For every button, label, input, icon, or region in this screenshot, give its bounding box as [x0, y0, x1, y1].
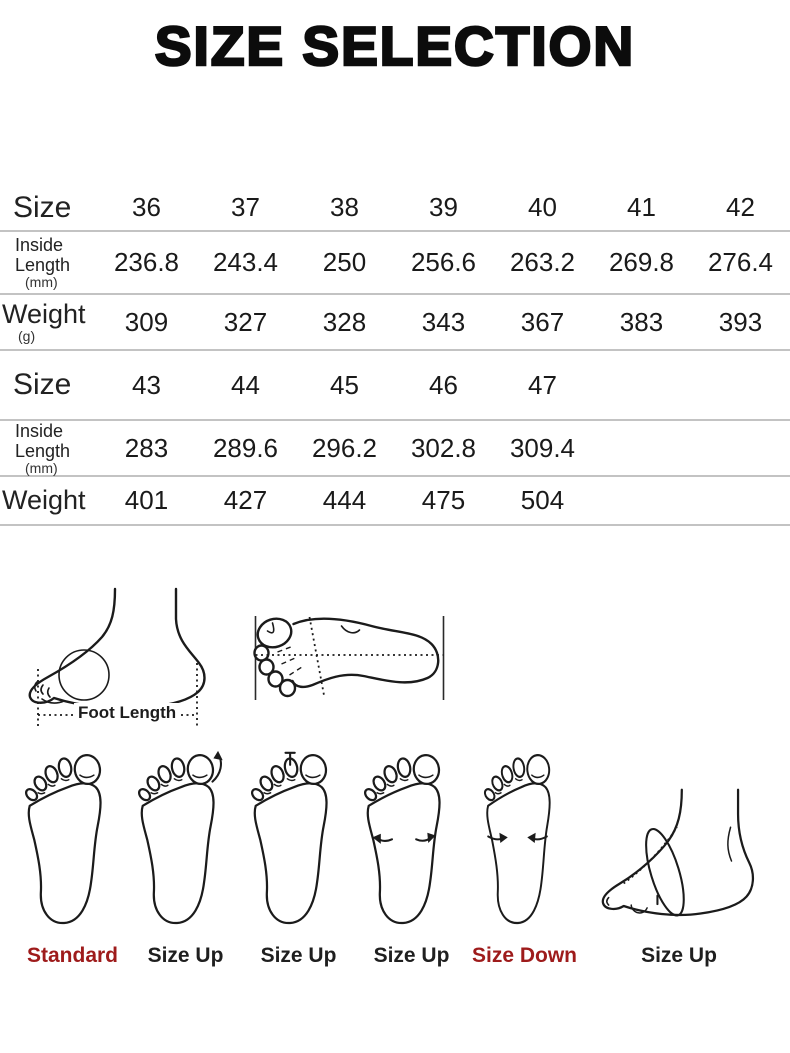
row-label-weight — [0, 486, 97, 514]
row-label-line: Length — [15, 441, 71, 462]
foot-length-label: Foot Length — [74, 703, 180, 723]
weight-value: 367 — [520, 306, 565, 337]
size-value: 39 — [429, 192, 458, 222]
weight-value: 309 — [124, 306, 169, 337]
weight-value: 401 — [124, 485, 169, 515]
weight-value: 475 — [421, 485, 466, 515]
row-unit: (g) — [18, 327, 36, 344]
row-label-size: Size — [13, 190, 72, 224]
footprint-long-second-toe-icon — [247, 750, 350, 936]
size-value: 47 — [528, 369, 557, 400]
row-label-weight — [0, 300, 97, 343]
fit-guide-item — [16, 746, 129, 968]
fit-guide-label: Size Up — [641, 944, 717, 967]
fit-guide-item — [242, 746, 355, 968]
row-label-line: Inside — [15, 234, 64, 255]
inside-length-value: 236.8 — [113, 247, 180, 277]
fit-guide-item — [581, 746, 777, 968]
size-value: 44 — [231, 369, 260, 400]
inside-length-value: 276.4 — [707, 247, 774, 277]
table-row-weight-1 — [0, 295, 790, 351]
row-label-line: Inside — [15, 421, 64, 441]
size-value: 46 — [429, 369, 458, 400]
fit-guide-label: Size Up — [260, 944, 337, 967]
table-row-size-2 — [0, 351, 790, 421]
size-value: 45 — [330, 369, 359, 400]
inside-length-value: 243.4 — [212, 247, 279, 277]
fit-guide-label: Size Up — [373, 944, 450, 967]
weight-value: 427 — [223, 485, 268, 515]
size-chart-table — [0, 185, 790, 526]
row-unit: (mm) — [25, 273, 58, 290]
page-title: SIZE SELECTION — [154, 15, 636, 77]
footprint-narrow-icon — [473, 750, 576, 936]
inside-length-value: 256.6 — [410, 247, 477, 277]
row-label-line: Weight — [2, 485, 86, 516]
foot-sole-top-view-icon — [245, 608, 450, 708]
size-value: 40 — [528, 192, 557, 222]
fit-guide-label: Standard — [26, 944, 118, 967]
inside-length-value: 302.8 — [410, 433, 477, 464]
table-row-inside-length-1 — [0, 232, 790, 295]
measurement-guide — [0, 585, 790, 750]
row-label-size: Size — [13, 368, 72, 401]
row-label-inside-length — [0, 421, 97, 477]
weight-value: 383 — [619, 306, 664, 337]
inside-length-value: 309.4 — [509, 433, 576, 464]
footprint-wide-icon — [360, 750, 463, 936]
weight-value: 444 — [322, 485, 367, 515]
size-value: 41 — [627, 192, 656, 222]
fit-guide — [0, 746, 790, 968]
fit-guide-item — [355, 746, 468, 968]
fit-guide-label: Size Down — [471, 944, 577, 967]
size-value: 43 — [132, 369, 161, 400]
weight-value: 393 — [718, 306, 763, 337]
inside-length-value: 263.2 — [509, 247, 576, 277]
inside-length-value: 269.8 — [608, 247, 675, 277]
size-value: 42 — [726, 192, 755, 222]
weight-value: 504 — [520, 485, 565, 515]
weight-value: 328 — [322, 306, 367, 337]
fit-guide-item — [468, 746, 581, 968]
fit-guide-item — [129, 746, 242, 968]
inside-length-value: 289.6 — [212, 433, 279, 464]
inside-length-value: 283 — [124, 433, 169, 464]
fit-guide-label: Size Up — [147, 944, 224, 967]
size-value: 37 — [231, 192, 260, 222]
footprint-standard-icon — [21, 750, 124, 936]
inside-length-value: 296.2 — [311, 433, 378, 464]
row-unit: (mm) — [25, 460, 58, 477]
size-value: 36 — [132, 192, 161, 222]
table-row-inside-length-2 — [0, 421, 790, 477]
footprint-long-big-toe-icon — [134, 750, 237, 936]
row-label-line: Weight — [2, 299, 86, 330]
weight-value: 327 — [223, 306, 268, 337]
table-row-size-1 — [0, 185, 790, 232]
row-label-line: Length — [15, 254, 71, 275]
row-label-inside-length — [0, 235, 97, 291]
weight-value: 343 — [421, 306, 466, 337]
foot-high-instep-icon — [586, 786, 772, 936]
table-row-weight-2 — [0, 477, 790, 526]
size-value: 38 — [330, 192, 359, 222]
inside-length-value: 250 — [322, 247, 367, 277]
